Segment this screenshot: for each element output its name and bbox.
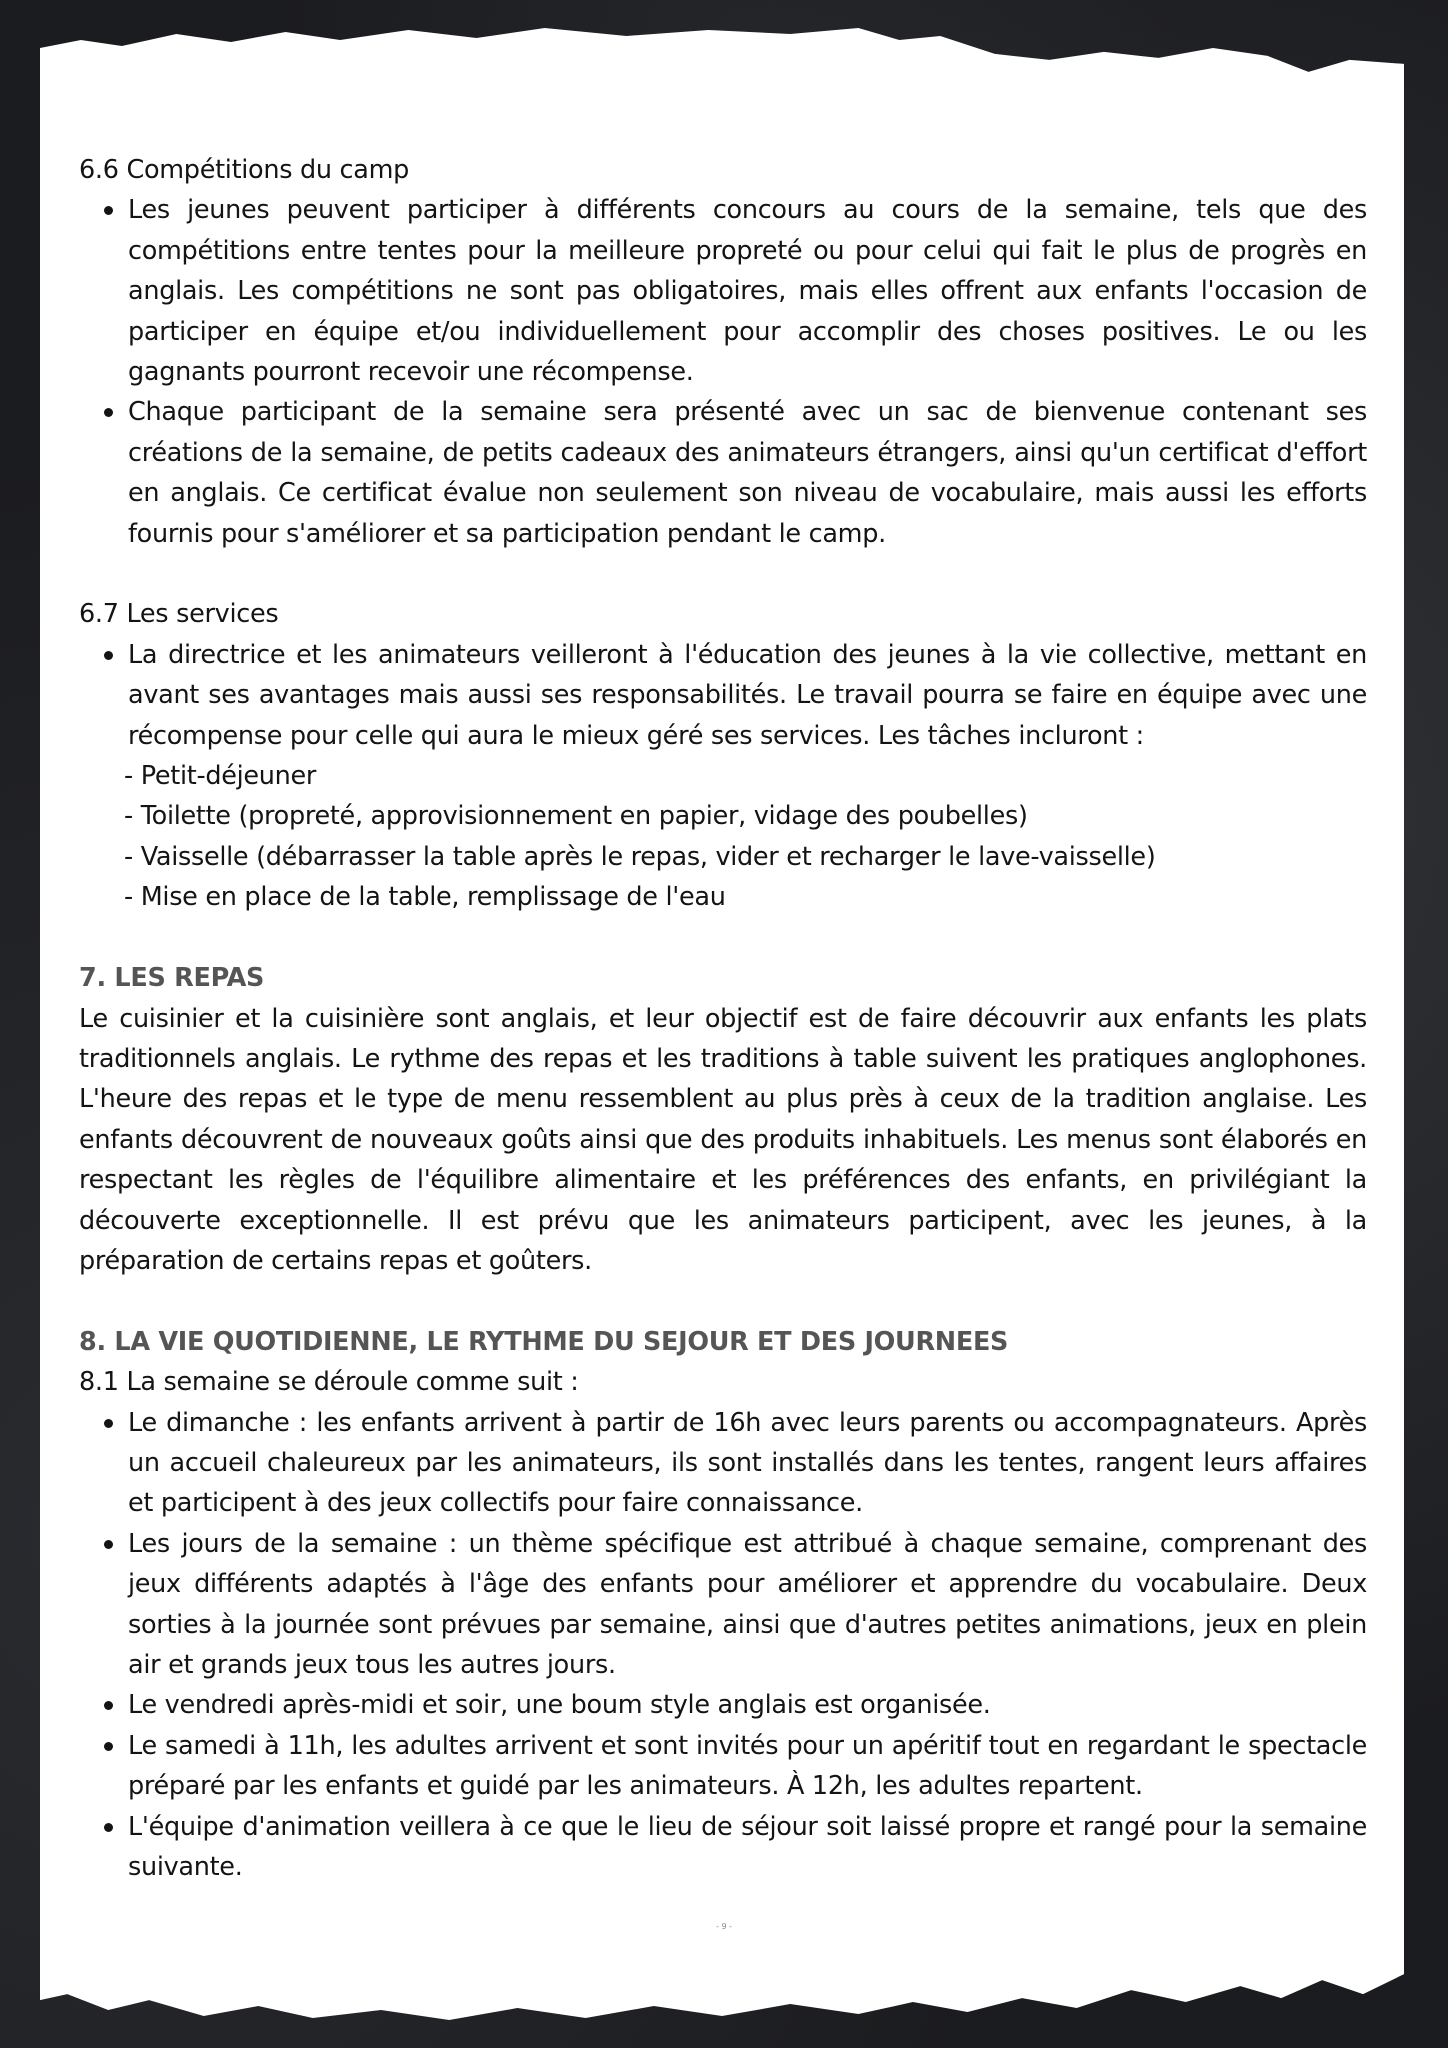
list-item: Les jeunes peuvent participer à différents concours au cours de la semaine, tels que des compétitions entre tentes pour la meilleure propreté ou pour celui qui fait le plus de progrès en anglais. Les compétitions ne sont pas obligatoires, mais elles offrent aux enfants l'occasion de participer en équipe et/ou individuellement pour accomplir des choses positives. Le ou les gagnants pourront recevoir une récompense. (79, 190, 1367, 392)
list-item: Le samedi à 11h, les adultes arrivent et sont invités pour un apéritif tout en regardant le spectacle préparé par les enfants et guidé par les animateurs. À 12h, les adultes repartent. (79, 1726, 1367, 1807)
list-item: Le vendredi après-midi et soir, une boum style anglais est organisée. (79, 1685, 1367, 1725)
section-paragraph: Le cuisinier et la cuisinière sont anglais, et leur objectif est de faire découvrir aux enfants les plats traditionnels anglais. Le rythme des repas et les traditions à table suivent les pratiques anglophones. L'heure des repas et le type de menu ressemblent au plus près à ceux de la tradition anglaise. Les enfants découvrent de nouveaux goûts ainsi que des produits inhabituels. Les menus sont élaborés en respectant les règles de l'équilibre alimentaire et les préférences des enfants, en privilégiant la découverte exceptionnelle. Il est prévu que les animateurs participent, avec les jeunes, à la préparation de certains repas et goûters. (79, 1003, 1367, 1276)
list-item: Le dimanche : les enfants arrivent à partir de 16h avec leurs parents ou accompagnateurs. Après un accueil chaleureux par les animateurs, ils sont installés dans les tentes, rangent leurs affaires et participent à des jeux collectifs pour faire connaissance. (79, 1403, 1367, 1524)
page-number: - 9 - (716, 1922, 732, 1931)
task-item: - Petit-déjeuner (124, 761, 317, 792)
section-heading: 7. LES REPAS (79, 963, 265, 994)
document-body (79, 150, 1367, 1887)
section-title: 6.6 Compétitions du camp (79, 155, 410, 185)
bullet-list (79, 190, 1367, 554)
section-heading: 8. LA VIE QUOTIDIENNE, LE RYTHME DU SEJOUR ET DES JOURNEES (79, 1326, 1009, 1357)
section-title: 6.7 Les services (79, 599, 279, 630)
task-item: - Vaisselle (débarrasser la table après le repas, vider et recharger le lave-vaisselle) (124, 841, 1156, 872)
bullet-list (79, 1403, 1367, 1888)
section-7 (79, 958, 1367, 1281)
list-item: Les jours de la semaine : un thème spécifique est attribué à chaque semaine, comprenant des jeux différents adaptés à l'âge des enfants pour améliorer et apprendre du vocabulaire. Deux sorties à la journée sont prévues par semaine, ainsi que d'autres petites animations, jeux en plein air et grands jeux tous les autres jours. (79, 1524, 1367, 1686)
section-6-6 (79, 150, 1367, 554)
task-item: - Toilette (propreté, approvisionnement en papier, vidage des poubelles) (124, 801, 1028, 832)
list-item: Chaque participant de la semaine sera présenté avec un sac de bienvenue contenant ses créations de la semaine, de petits cadeaux des animateurs étrangers, ainsi qu'un certificat d'effort en anglais. Ce certificat évalue non seulement son niveau de vocabulaire, mais aussi les efforts fournis pour s'améliorer et sa participation pendant le camp. (79, 392, 1367, 554)
section-6-7 (79, 594, 1367, 917)
section-subtitle: 8.1 La semaine se déroule comme suit : (79, 1367, 579, 1398)
bullet-list (79, 635, 1367, 756)
list-item: La directrice et les animateurs veilleront à l'éducation des jeunes à la vie collective, mettant en avant ses avantages mais aussi ses responsabilités. Le travail pourra se faire en équipe avec une récompense pour celle qui aura le mieux géré ses services. Les tâches incluront : (79, 635, 1367, 756)
section-8 (79, 1322, 1367, 1888)
task-item: - Mise en place de la table, remplissage de l'eau (124, 882, 726, 913)
list-item: L'équipe d'animation veillera à ce que le lieu de séjour soit laissé propre et rangé pour la semaine suivante. (79, 1807, 1367, 1888)
